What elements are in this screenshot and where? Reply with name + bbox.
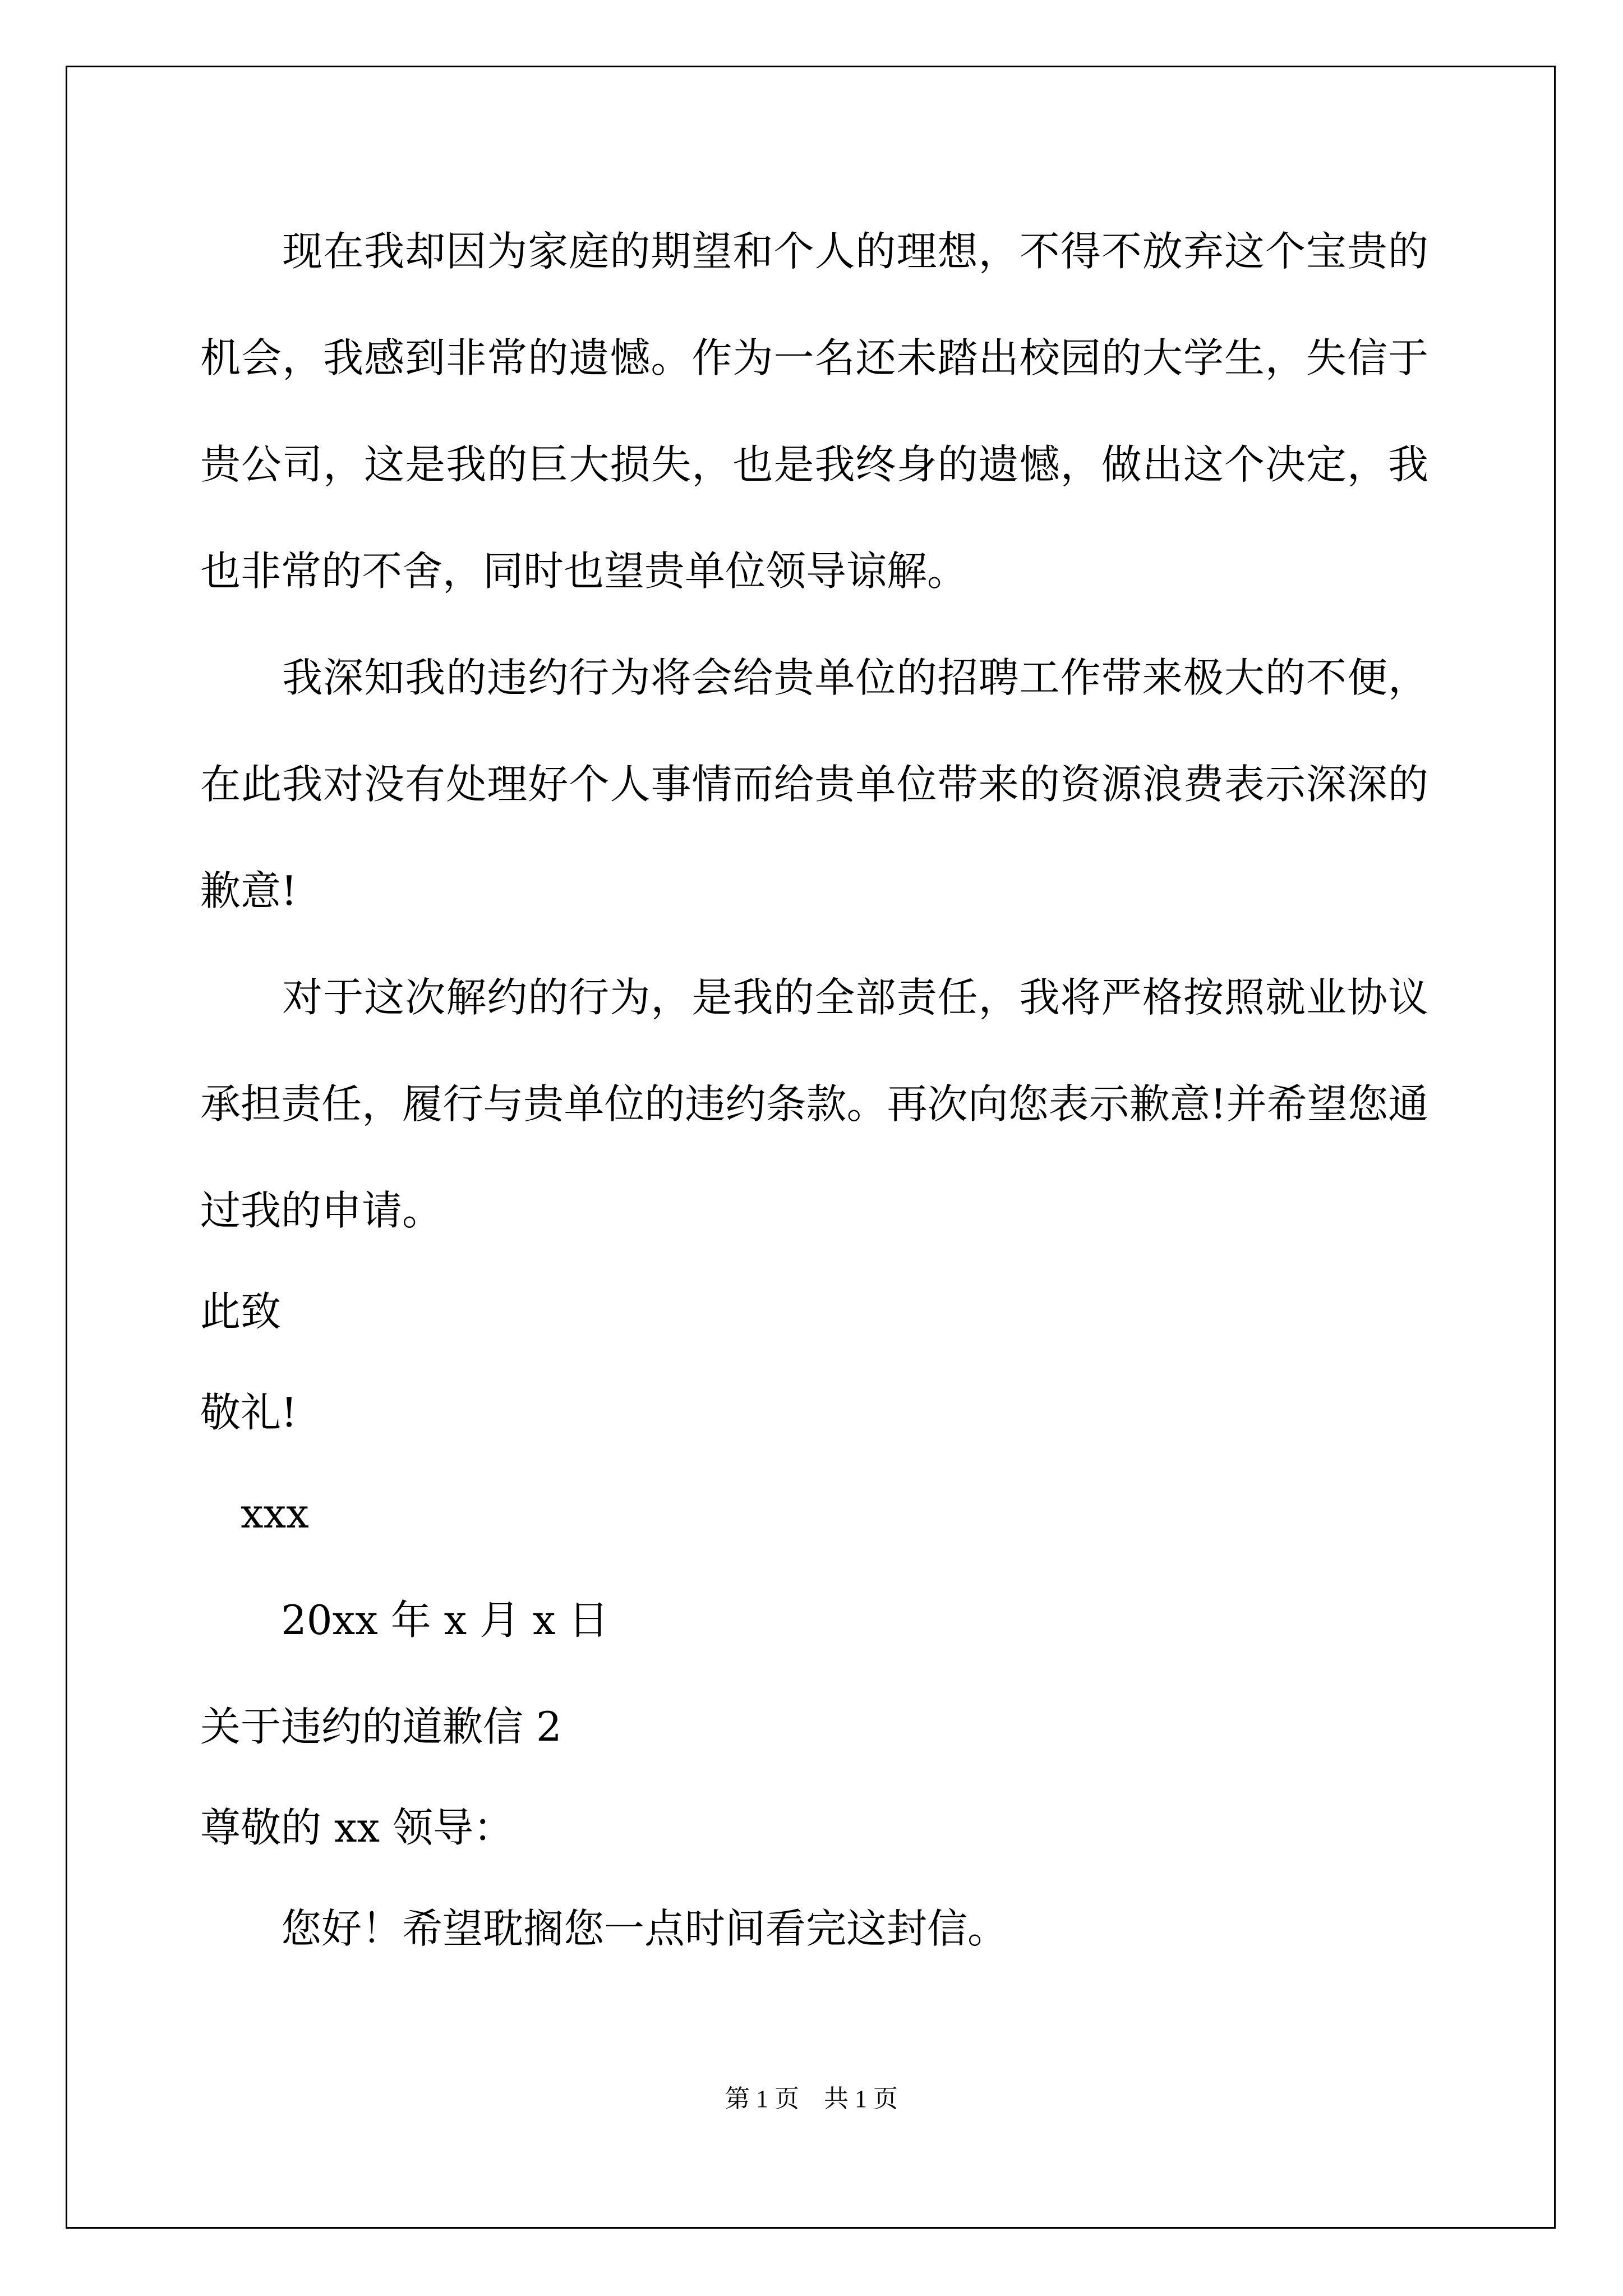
- paragraph-line: 承担责任，履行与贵单位的违约条款。再次向您表示歉意!并希望您通: [200, 1080, 1428, 1128]
- paragraph-line: 对于这次解约的行为，是我的全部责任，我将严格按照就业协议: [200, 974, 1428, 1021]
- closing-line: 此致: [200, 1288, 282, 1335]
- signature-line: xxx: [200, 1490, 309, 1537]
- paragraph-line: 过我的申请。: [200, 1187, 443, 1234]
- letter-title: 关于违约的道歉信 2: [200, 1703, 562, 1750]
- page-footer: 第 1 页 共 1 页: [725, 2085, 898, 2113]
- paragraph-line: 在此我对没有处理好个人事情而给贵单位带来的资源浪费表示深深的: [200, 761, 1428, 808]
- paragraph-line: 也非常的不舍，同时也望贵单位领导谅解。: [200, 547, 968, 595]
- paragraph-line: 贵公司，这是我的巨大损失，也是我终身的遗憾，做出这个决定，我: [200, 441, 1428, 488]
- date-line: 20xx 年 x 月 x 日: [200, 1596, 609, 1644]
- salutation-line: 敬礼!: [200, 1389, 297, 1436]
- greeting-line: 尊敬的 xx 领导：: [200, 1804, 514, 1851]
- paragraph-line: 我深知我的违约行为将会给贵单位的招聘工作带来极大的不便，: [200, 654, 1428, 701]
- paragraph-line: 机会，我感到非常的遗憾。作为一名还未踏出校园的大学生，失信于: [200, 334, 1428, 381]
- paragraph-line: 您好！希望耽搁您一点时间看完这封信。: [200, 1905, 1008, 1952]
- paragraph-line: 现在我却因为家庭的期望和个人的理想，不得不放弃这个宝贵的: [200, 228, 1428, 275]
- paragraph-line: 歉意!: [200, 867, 297, 914]
